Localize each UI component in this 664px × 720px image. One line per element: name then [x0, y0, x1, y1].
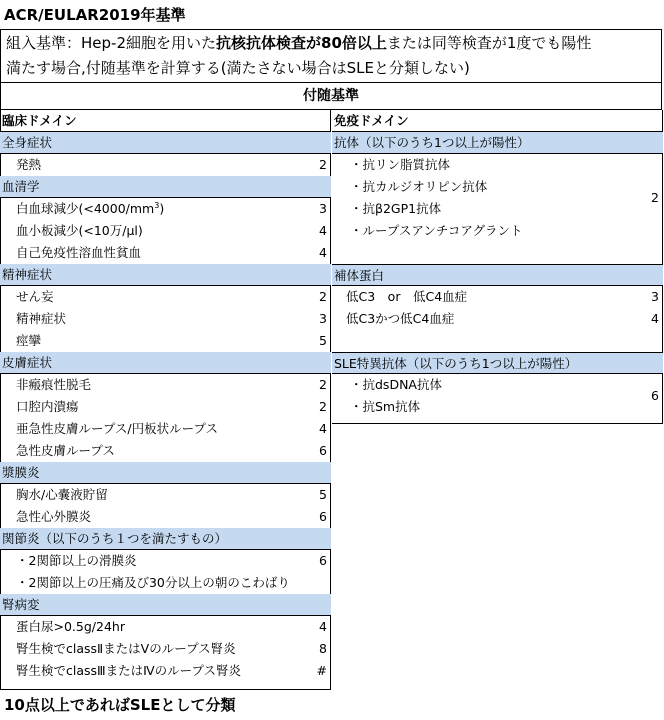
criterion-points: 5: [319, 333, 327, 348]
criterion-label: 急性皮膚ループス: [16, 443, 115, 458]
criterion-row: [0, 440, 331, 462]
clinical-bottom-rule: [0, 689, 331, 690]
criterion-row: [0, 330, 331, 352]
criterion-row: [0, 154, 331, 176]
criterion-row: ・抗Sm抗体: [350, 399, 421, 414]
criterion-row: [0, 506, 331, 528]
criterion-row: [332, 286, 663, 308]
criterion-row: [0, 638, 331, 660]
criterion-row: [0, 660, 331, 682]
criterion-points: 8: [319, 641, 327, 656]
criterion-label: 腎生検でclassⅡまたはⅤのループス腎炎: [16, 641, 236, 656]
criterion-row: [0, 572, 331, 594]
criterion-points: 4: [651, 311, 659, 326]
criterion-label: 精神症状: [16, 311, 67, 326]
group-points: 6: [651, 388, 659, 403]
criterion-label: 腎生検でclassⅢまたはⅣのループス腎炎: [16, 663, 242, 678]
criterion-label: 口腔内潰瘍: [16, 399, 79, 414]
spacer-row: [332, 330, 663, 352]
criterion-row: ・抗dsDNA抗体: [350, 377, 442, 392]
criterion-points: 6: [319, 509, 327, 524]
criterion-points: #: [316, 663, 327, 678]
entry-criteria-line-2: 満たす場合,付随基準を計算する(満たさない場合はSLEと分類しない): [6, 59, 470, 77]
category-renal: 腎病変: [0, 594, 331, 616]
criterion-points: 2: [319, 377, 327, 392]
entry-criteria-line-1: [6, 31, 656, 56]
criterion-label: ・2関節以上の滑膜炎: [16, 553, 137, 568]
criterion-points: 2: [319, 157, 327, 172]
criterion-label: 白血球減少(<4000/mm: [16, 201, 155, 216]
criterion-points: 4: [319, 619, 327, 634]
criterion-label: せん妄: [16, 289, 54, 304]
category-neuropsychiatric: 精神症状: [0, 264, 331, 286]
criterion-row: [0, 308, 331, 330]
criterion-label: 発熱: [16, 157, 42, 172]
category-sle-specific: SLE特異抗体（以下のうち1つ以上が陽性）: [332, 352, 663, 374]
criterion-label: 非瘢痕性脱毛: [16, 377, 92, 392]
category-musculoskeletal: 関節炎（以下のうち１つを満たすもの）: [0, 528, 331, 550]
criterion-label-end: ): [159, 201, 165, 216]
criterion-label: 急性心外膜炎: [16, 509, 92, 524]
criterion-label: 低C3かつ低C4血症: [346, 311, 455, 326]
criterion-label: 亜急性皮膚ループス/円板状ループス: [16, 421, 218, 436]
category-mucocutaneous: 皮膚症状: [0, 352, 331, 374]
criterion-points: 4: [319, 245, 327, 260]
criterion-row: ・抗カルジオリピン抗体: [350, 179, 488, 194]
entry-suffix: または同等検査が1度でも陽性: [386, 34, 592, 52]
criterion-row: [0, 616, 331, 638]
criterion-label: ・2関節以上の圧痛及び30分以上の朝のこわばり: [16, 575, 290, 590]
classification-threshold: 10点以上であればSLEとして分類: [4, 696, 236, 714]
entry-bold: 抗核抗体検査が80倍以上: [216, 34, 387, 52]
page-title: ACR/EULAR2019年基準: [4, 6, 186, 24]
criterion-row: [0, 220, 331, 242]
criterion-label: 蛋白尿>0.5g/24hr: [16, 619, 125, 634]
criterion-row: [0, 418, 331, 440]
clinical-domain-heading: 臨床ドメイン: [0, 110, 331, 132]
criterion-row: [0, 550, 331, 572]
criterion-row: [332, 308, 663, 330]
criterion-label: 痙攣: [16, 333, 42, 348]
antiphospholipid-group: [332, 154, 663, 264]
criterion-label: 胸水/心嚢液貯留: [16, 487, 108, 502]
criterion-points: 6: [319, 553, 327, 568]
criterion-row: [0, 374, 331, 396]
criterion-label: 低C3 or 低C4血症: [346, 289, 468, 304]
criterion-row: [0, 484, 331, 506]
criterion-row: ・ループスアンチコアグラント: [350, 223, 523, 238]
category-complement: 補体蛋白: [332, 264, 663, 286]
criterion-row: ・抗リン脂質抗体: [350, 157, 451, 172]
additive-criteria-header: 付随基準: [0, 83, 662, 110]
entry-criteria: [0, 29, 662, 83]
criterion-points: 6: [319, 443, 327, 458]
criterion-label: 血小板減少(<10万/μl): [16, 223, 143, 238]
criterion-points: 3: [319, 201, 327, 216]
criterion-row: ・抗β2GP1抗体: [350, 201, 442, 216]
group-points: 2: [651, 190, 659, 205]
criterion-points: 4: [319, 223, 327, 238]
entry-prefix: 組入基準：Hep-2細胞を用いた: [6, 34, 216, 52]
category-antiphospholipid: 抗体（以下のうち1つ以上が陽性）: [332, 132, 663, 154]
criterion-row: [0, 396, 331, 418]
immunologic-domain-column: [332, 110, 663, 418]
criterion-points: 2: [319, 289, 327, 304]
criterion-row: [0, 242, 331, 264]
criterion-label: 自己免疫性溶血性貧血: [16, 245, 142, 260]
sle-specific-group: [332, 374, 663, 418]
criterion-points: 4: [319, 421, 327, 436]
criterion-points: 2: [319, 399, 327, 414]
criterion-points: 3: [651, 289, 659, 304]
category-hematologic: 血清学: [0, 176, 331, 198]
criterion-row: [0, 198, 331, 220]
clinical-domain-column: [0, 110, 331, 682]
criterion-points: 5: [319, 487, 327, 502]
immunologic-domain-heading: 免疫ドメイン: [332, 110, 663, 132]
spacer-row: [332, 242, 663, 264]
category-constitutional: 全身症状: [0, 132, 331, 154]
superscript: 3: [154, 200, 160, 210]
category-serosal: 漿膜炎: [0, 462, 331, 484]
immuno-bottom-rule: [332, 423, 663, 424]
criterion-points: 3: [319, 311, 327, 326]
criterion-row: [0, 286, 331, 308]
